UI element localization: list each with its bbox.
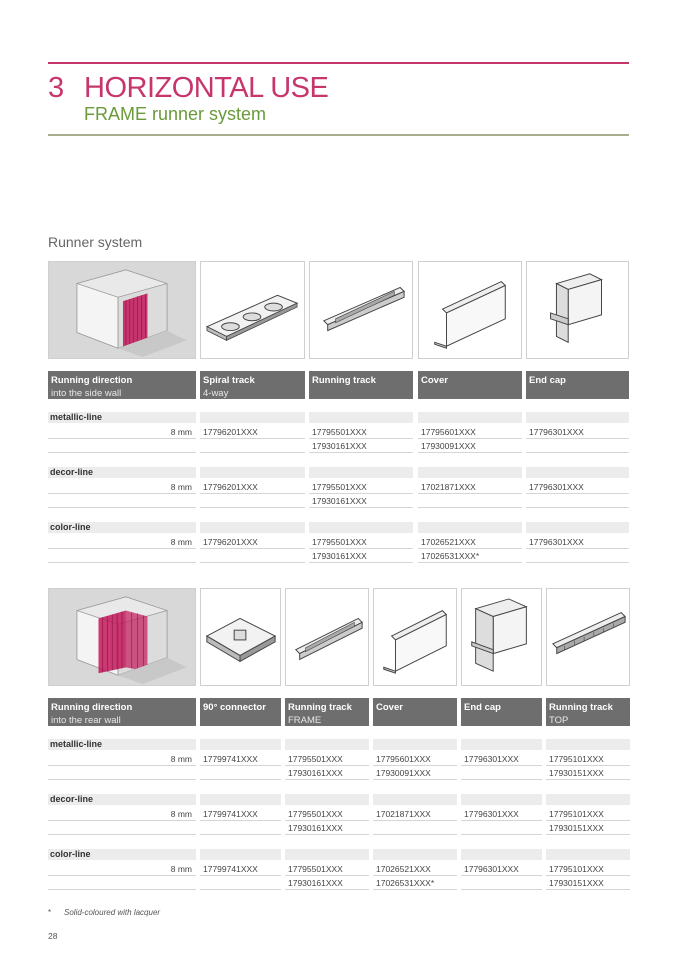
side-wall-cabinet-icon <box>49 262 195 358</box>
table2-header-running-track-frame: Running track FRAME <box>285 698 369 726</box>
article-number-cell: 17930161XXX <box>309 550 413 563</box>
table-band <box>546 849 630 860</box>
running-track-icon <box>310 262 412 358</box>
article-number-cell <box>461 822 542 835</box>
article-number-cell: 17795101XXX <box>546 808 630 821</box>
product-line-label: decor-line <box>50 794 94 804</box>
table1-header-spiral-track: Spiral track 4-way <box>200 371 305 399</box>
running-track-frame-icon <box>286 589 368 685</box>
spiral-track-image <box>200 261 305 359</box>
article-number-cell <box>526 550 629 563</box>
table1-header-running-track: Running track <box>309 371 413 399</box>
running-track-image <box>309 261 413 359</box>
end-cap-image-2 <box>461 588 542 686</box>
article-number-cell: 17795501XXX <box>285 753 369 766</box>
table-band <box>461 739 542 750</box>
table2-header-direction: Running direction into the rear wall <box>48 698 196 726</box>
article-number-cell: 17796301XXX <box>461 753 542 766</box>
article-number-cell <box>200 440 305 453</box>
table-band <box>461 794 542 805</box>
article-number-cell: 17796301XXX <box>461 863 542 876</box>
table-band <box>309 412 413 423</box>
article-number-cell: 17795501XXX <box>309 536 413 549</box>
product-line-label: metallic-line <box>50 412 103 422</box>
size-label: 8 mm <box>170 754 192 764</box>
table-band <box>546 794 630 805</box>
table1-header-end-cap: End cap <box>526 371 629 399</box>
running-track-top-icon <box>547 589 629 685</box>
article-number-cell: 17930151XXX <box>546 822 630 835</box>
connector-image <box>200 588 281 686</box>
table-band <box>200 794 281 805</box>
article-number-cell: 17795501XXX <box>309 481 413 494</box>
article-number-cell: 17796301XXX <box>526 426 629 439</box>
article-number-cell <box>526 495 629 508</box>
article-number-cell: 17795501XXX <box>285 808 369 821</box>
product-line-label: decor-line <box>50 467 94 477</box>
table-band <box>461 849 542 860</box>
article-number-cell: 17930091XXX <box>373 767 457 780</box>
table-band <box>526 522 629 533</box>
table-band <box>285 849 369 860</box>
connector-icon <box>201 589 280 685</box>
article-number-cell <box>526 440 629 453</box>
table-band <box>309 522 413 533</box>
cover-image-2 <box>373 588 457 686</box>
size-label: 8 mm <box>170 537 192 547</box>
article-number-cell: 17930151XXX <box>546 877 630 890</box>
article-number-cell <box>200 767 281 780</box>
size-label: 8 mm <box>170 864 192 874</box>
table-band <box>526 412 629 423</box>
article-number-cell: 17796201XXX <box>200 426 305 439</box>
rear-wall-cabinet-icon <box>49 589 195 685</box>
footnote-text: Solid-coloured with lacquer <box>64 908 161 917</box>
article-number-cell: 17021871XXX <box>373 808 457 821</box>
article-number-cell: 17795101XXX <box>546 863 630 876</box>
table-band <box>418 467 522 478</box>
article-number-cell: 17021871XXX <box>418 481 522 494</box>
article-number-cell: 17026531XXX* <box>373 877 457 890</box>
article-number-cell <box>200 822 281 835</box>
article-number-cell <box>373 822 457 835</box>
product-line-label: color-line <box>50 522 91 532</box>
rear-wall-diagram-image <box>48 588 196 686</box>
table2-header-cover: Cover <box>373 698 457 726</box>
table-band <box>200 467 305 478</box>
size-label: 8 mm <box>170 427 192 437</box>
table-band <box>200 412 305 423</box>
article-number-cell <box>200 550 305 563</box>
article-number-cell: 17795501XXX <box>309 426 413 439</box>
cover-icon-2 <box>374 589 456 685</box>
header-top-rule <box>48 62 629 64</box>
table-band <box>200 739 281 750</box>
table-band <box>200 522 305 533</box>
article-number-cell: 17930161XXX <box>285 822 369 835</box>
table-band <box>418 412 522 423</box>
article-number-cell: 17930161XXX <box>285 877 369 890</box>
cover-icon <box>419 262 521 358</box>
side-wall-diagram-image <box>48 261 196 359</box>
article-number-cell <box>200 495 305 508</box>
table1-header-cover: Cover <box>418 371 522 399</box>
article-number-cell: 17795601XXX <box>418 426 522 439</box>
table-band <box>373 794 457 805</box>
article-number-cell: 17795601XXX <box>373 753 457 766</box>
chapter-title <box>48 72 328 105</box>
article-number-cell: 17026521XXX <box>418 536 522 549</box>
article-number-cell <box>200 877 281 890</box>
page-number: 28 <box>48 931 58 941</box>
article-number-cell: 17796201XXX <box>200 481 305 494</box>
table-cell-empty <box>48 877 196 890</box>
article-number-cell: 17796301XXX <box>526 481 629 494</box>
chapter-subtitle: FRAME runner system <box>84 104 267 124</box>
section-title: Runner system <box>48 234 143 250</box>
table-band <box>285 739 369 750</box>
table-cell-empty <box>48 767 196 780</box>
table2-header-connector: 90° connector <box>200 698 281 726</box>
footnote <box>48 908 160 917</box>
article-number-cell: 17795101XXX <box>546 753 630 766</box>
table-cell-empty <box>48 440 196 453</box>
article-number-cell: 17930161XXX <box>309 440 413 453</box>
table1-header-direction: Running direction into the side wall <box>48 371 196 399</box>
end-cap-icon <box>527 262 628 358</box>
table-band <box>373 739 457 750</box>
table-band <box>546 739 630 750</box>
table-band <box>285 794 369 805</box>
article-number-cell <box>461 767 542 780</box>
table2-header-running-track-top: Running track TOP <box>546 698 630 726</box>
article-number-cell: 17930151XXX <box>546 767 630 780</box>
article-number-cell: 17799741XXX <box>200 863 281 876</box>
article-number-cell: 17026521XXX <box>373 863 457 876</box>
table2-header-end-cap: End cap <box>461 698 542 726</box>
end-cap-image <box>526 261 629 359</box>
header-bottom-rule <box>48 134 629 136</box>
table-cell-empty <box>48 822 196 835</box>
article-number-cell: 17930091XXX <box>418 440 522 453</box>
product-line-label: metallic-line <box>50 739 103 749</box>
article-number-cell: 17026531XXX* <box>418 550 522 563</box>
article-number-cell: 17796301XXX <box>461 808 542 821</box>
size-label: 8 mm <box>170 809 192 819</box>
table-cell-empty <box>48 550 196 563</box>
table-band <box>200 849 281 860</box>
article-number-cell: 17796201XXX <box>200 536 305 549</box>
table-band <box>526 467 629 478</box>
chapter-number: 3 <box>48 72 64 104</box>
article-number-cell: 17930161XXX <box>285 767 369 780</box>
footnote-mark: * <box>48 908 52 917</box>
article-number-cell: 17796301XXX <box>526 536 629 549</box>
article-number-cell: 17795501XXX <box>285 863 369 876</box>
size-label: 8 mm <box>170 482 192 492</box>
article-number-cell: 17799741XXX <box>200 753 281 766</box>
cover-image <box>418 261 522 359</box>
article-number-cell <box>461 877 542 890</box>
article-number-cell <box>418 495 522 508</box>
running-track-frame-image <box>285 588 369 686</box>
table-band <box>309 467 413 478</box>
product-line-label: color-line <box>50 849 91 859</box>
table-band <box>418 522 522 533</box>
table-cell-empty <box>48 495 196 508</box>
table-band <box>373 849 457 860</box>
chapter-title-text: HORIZONTAL USE <box>84 72 329 104</box>
running-track-top-image <box>546 588 630 686</box>
article-number-cell: 17799741XXX <box>200 808 281 821</box>
spiral-track-icon <box>201 262 304 358</box>
article-number-cell: 17930161XXX <box>309 495 413 508</box>
end-cap-icon-2 <box>462 589 541 685</box>
